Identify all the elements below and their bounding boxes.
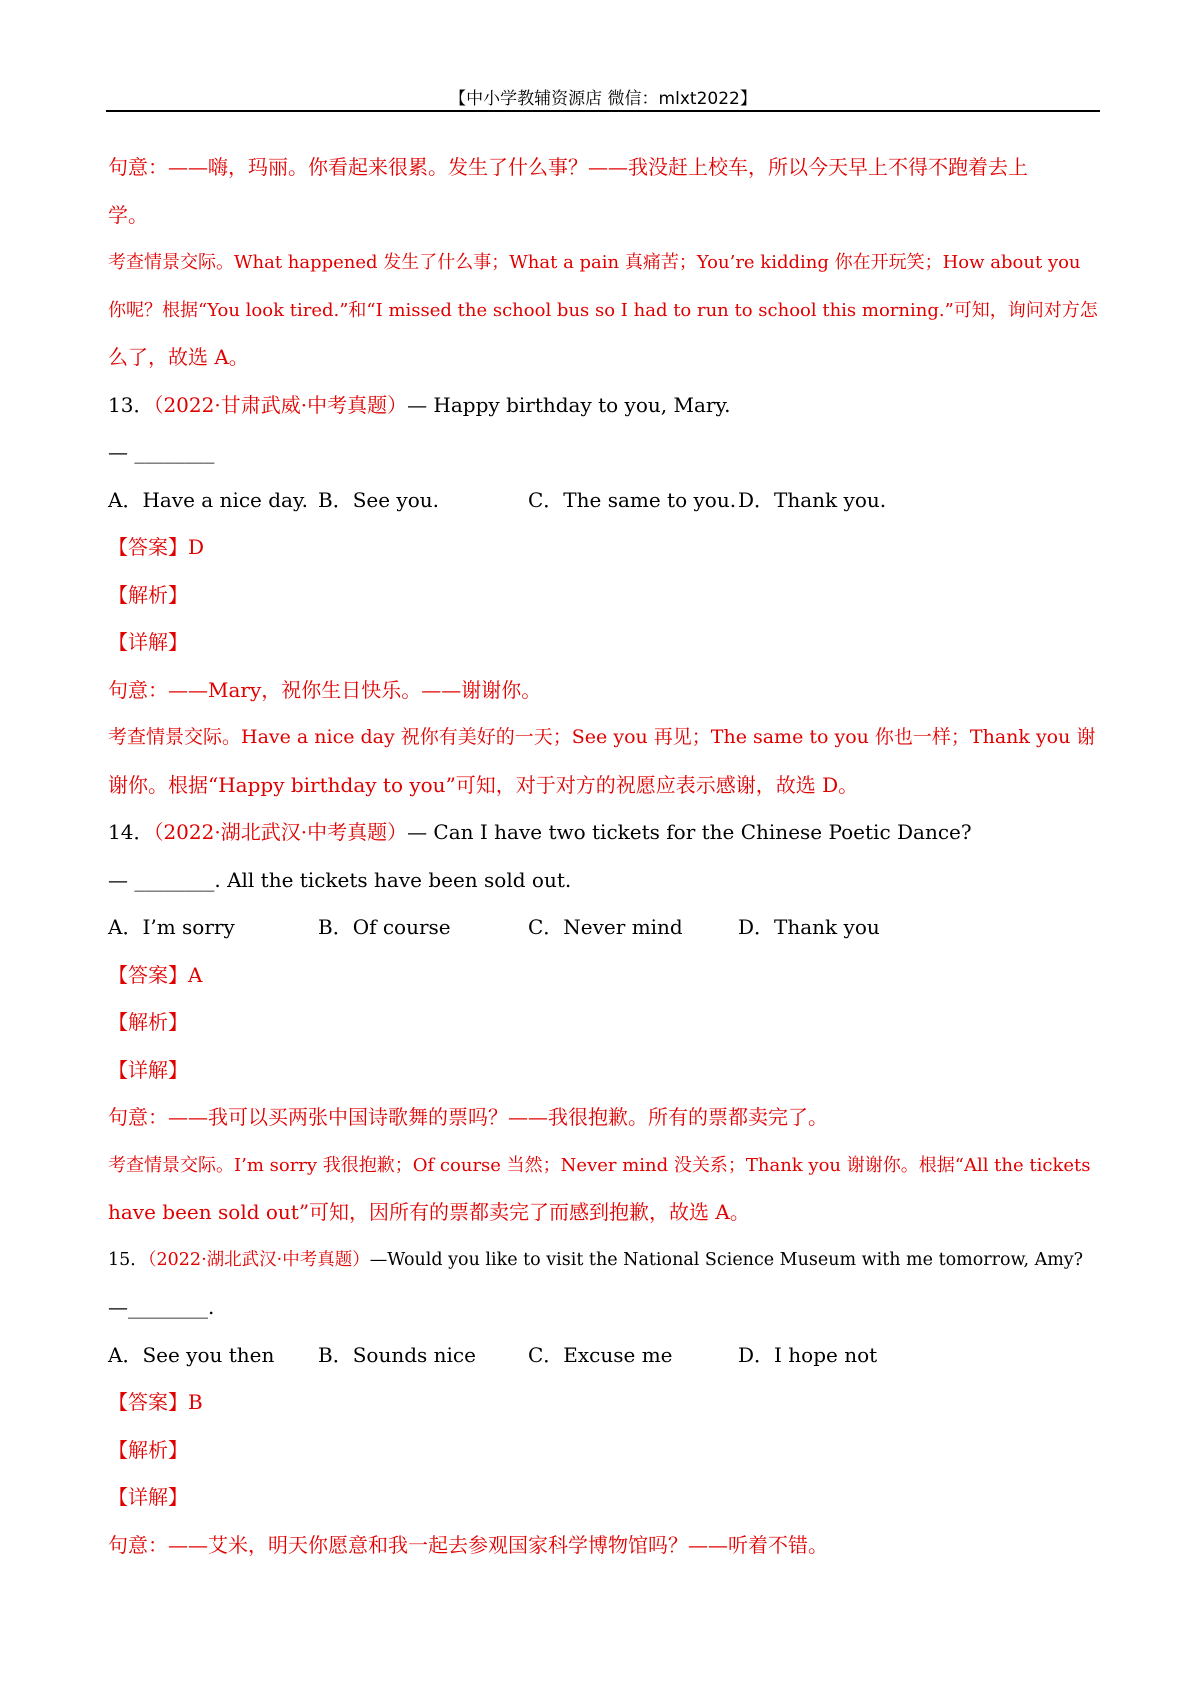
question-source: （2022·甘肃武威·中考真题） (153, 392, 408, 417)
question-13 (108, 382, 1100, 810)
question-stem (108, 809, 1100, 857)
question-14 (108, 809, 1100, 1237)
prev-analysis-line-2: 你呢？根据“You look tired.”和“I missed the school bus so I had to run to school this morning.”可知，询问对方怎 (108, 299, 1098, 321)
question-number: 15． (108, 1249, 148, 1270)
option-d: D．I hope not (738, 1342, 878, 1367)
question-text: — Can I have two tickets for the Chinese Poetic Dance? (407, 820, 972, 844)
option-b: B．See you. (318, 487, 440, 512)
jiexi-label: 【解析】 (108, 1010, 188, 1034)
xiangjie-label: 【详解】 (108, 630, 188, 654)
option-b: B．Of course (318, 915, 451, 939)
option-d: D．Thank you (738, 915, 880, 939)
answer-value: B (188, 1390, 203, 1414)
question-stem (108, 382, 1100, 430)
xiangjie-label: 【详解】 (108, 1485, 188, 1509)
prev-analysis-line-3: 么了，故选 A。 (108, 345, 249, 369)
answer-line (108, 1379, 1100, 1427)
analysis-line-1: 考查情景交际。Have a nice day 祝你有美好的一天；See you 再见；The same to you 你也一样；Thank you 谢 (108, 726, 1096, 748)
page-header: 【中小学教辅资源店 微信：mlxt2022】 (449, 89, 757, 109)
option-c: C．Never mind (528, 915, 683, 939)
content (108, 144, 1100, 1569)
option-a: A．I’m sorry (108, 915, 235, 939)
options-row (108, 904, 1100, 952)
prev-meaning-line-1: 句意：——嗨，玛丽。你看起来很累。发生了什么事？——我没赶上校车，所以今天早上不得不跑着去上 (108, 155, 1028, 179)
question-reply: —________. (108, 1295, 215, 1319)
header-rule (106, 110, 1100, 112)
question-source: （2022·湖北武汉·中考真题） (153, 820, 408, 844)
option-b: B．Sounds nice (318, 1342, 476, 1367)
meaning-line: 句意：——艾米，明天你愿意和我一起去参观国家科学博物馆吗？——听着不错。 (108, 1532, 828, 1557)
prev-meaning-line-2: 学。 (108, 202, 148, 227)
answer-label: 【答案】 (108, 1390, 188, 1414)
question-stem (108, 1237, 1100, 1285)
analysis-line-2: 谢你。根据“Happy birthday to you”可知，对于对方的祝愿应表示感谢，故选 D。 (108, 772, 859, 797)
option-a: A．See you then (108, 1342, 275, 1367)
meaning-line: 句意：——我可以买两张中国诗歌舞的票吗？——我很抱歉。所有的票都卖完了。 (108, 1105, 828, 1129)
analysis-line-2: have been sold out”可知，因所有的票都卖完了而感到抱歉，故选 A。 (108, 1200, 750, 1224)
option-d: D．Thank you. (738, 487, 887, 512)
xiangjie-label: 【详解】 (108, 1057, 188, 1082)
jiexi-label: 【解析】 (108, 582, 188, 607)
answer-line (108, 524, 1100, 572)
analysis-line-1: 考查情景交际。I’m sorry 我很抱歉；Of course 当然；Never mind 没关系；Thank you 谢谢你。根据“All the tickets (108, 1154, 1091, 1176)
answer-value: A (188, 962, 203, 987)
question-reply: — ________ (108, 440, 215, 464)
option-a: A．Have a nice day. (108, 487, 308, 512)
question-text: — Happy birthday to you, Mary. (407, 392, 731, 417)
meaning-line: 句意：——Mary，祝你生日快乐。——谢谢你。 (108, 677, 542, 702)
jiexi-label: 【解析】 (108, 1437, 188, 1462)
question-reply: — ________. All the tickets have been sold out. (108, 867, 572, 892)
question-source: （2022·湖北武汉·中考真题） (147, 1249, 370, 1270)
options-row (108, 1332, 1100, 1380)
option-c: C．Excuse me (528, 1342, 673, 1367)
options-row (108, 477, 1100, 525)
answer-value: D (188, 535, 205, 559)
option-c: C．The same to you. (528, 487, 737, 512)
question-text: —Would you like to visit the National Science Museum with me tomorrow, Amy? (369, 1249, 1084, 1270)
answer-label: 【答案】 (108, 535, 188, 559)
question-number: 14． (108, 820, 154, 844)
answer-line (108, 952, 1100, 1000)
answer-label: 【答案】 (108, 962, 188, 987)
question-number: 13． (108, 392, 154, 417)
question-15 (108, 1237, 1100, 1570)
prev-analysis-line-1: 考查情景交际。What happened 发生了什么事；What a pain 真痛苦；You’re kidding 你在开玩笑；How about you (108, 252, 1081, 273)
